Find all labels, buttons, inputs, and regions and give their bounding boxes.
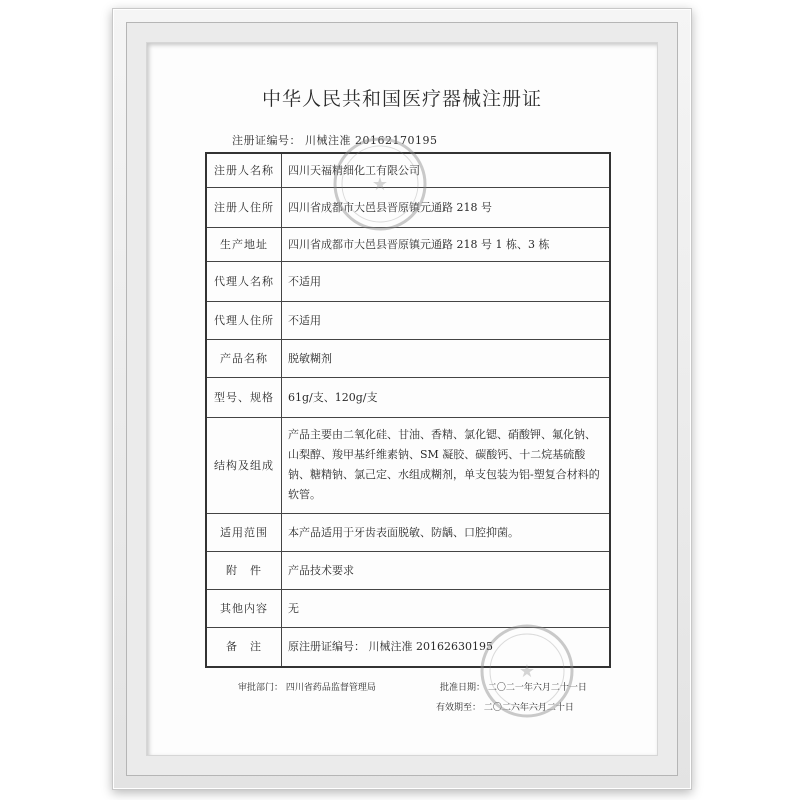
row-value: 产品技术要求 bbox=[282, 551, 611, 589]
row-label: 备 注 bbox=[206, 627, 282, 667]
certificate-number: 注册证编号： 川械注准 20162170195 bbox=[232, 134, 438, 147]
approval-date: 批准日期： 二〇二一年六月二十一日 bbox=[440, 683, 587, 693]
row-value: 无 bbox=[282, 589, 611, 627]
row-label: 产品名称 bbox=[206, 339, 282, 377]
table-row bbox=[206, 377, 610, 417]
row-value: 脱敏糊剂 bbox=[282, 339, 611, 377]
row-label: 代理人名称 bbox=[206, 261, 282, 301]
table-row bbox=[206, 261, 610, 301]
table-row bbox=[206, 417, 610, 513]
row-value: 61g/支、120g/支 bbox=[282, 377, 611, 417]
table-row bbox=[206, 513, 610, 551]
table-row bbox=[206, 551, 610, 589]
row-label: 附 件 bbox=[206, 551, 282, 589]
row-value: 原注册证编号： 川械注准 20162630195 bbox=[282, 627, 611, 667]
official-seal-stamp bbox=[478, 622, 576, 720]
svg-text:★: ★ bbox=[518, 661, 536, 682]
row-value: 四川省成都市大邑县晋原镇元通路 218 号 1 栋、3 栋 bbox=[282, 227, 611, 261]
company-seal-stamp bbox=[330, 134, 430, 234]
row-label: 代理人住所 bbox=[206, 301, 282, 339]
row-value: 产品主要由二氧化硅、甘油、香精、氯化锶、硝酸钾、氟化钠、山梨醇、羧甲基纤维素钠、SM 凝胶、碳酸钙、十二烷基硫酸钠、糖精钠、氯己定、水组成糊剂，单支包装为铝-塑复合材料的软管。 bbox=[282, 417, 611, 513]
issuing-authority: 审批部门： 四川省药品监督管理局 bbox=[238, 683, 376, 693]
row-value: 四川省成都市大邑县晋原镇元通路 218 号 bbox=[282, 187, 611, 227]
table-row bbox=[206, 339, 610, 377]
row-value: 本产品适用于牙齿表面脱敏、防龋、口腔抑菌。 bbox=[282, 513, 611, 551]
table-row bbox=[206, 301, 610, 339]
expiry-date: 有效期至： 二〇二六年六月二十日 bbox=[436, 703, 574, 713]
row-label: 注册人住所 bbox=[206, 187, 282, 227]
row-label: 生产地址 bbox=[206, 227, 282, 261]
row-label: 适用范围 bbox=[206, 513, 282, 551]
row-value: 不适用 bbox=[282, 261, 611, 301]
svg-text:★: ★ bbox=[371, 174, 389, 195]
row-value: 四川天福精细化工有限公司 bbox=[282, 153, 611, 187]
row-label: 结构及组成 bbox=[206, 417, 282, 513]
row-label: 型号、规格 bbox=[206, 377, 282, 417]
certificate-title: 中华人民共和国医疗器械注册证 bbox=[261, 88, 542, 110]
row-value: 不适用 bbox=[282, 301, 611, 339]
row-label: 注册人名称 bbox=[206, 153, 282, 187]
row-label: 其他内容 bbox=[206, 589, 282, 627]
